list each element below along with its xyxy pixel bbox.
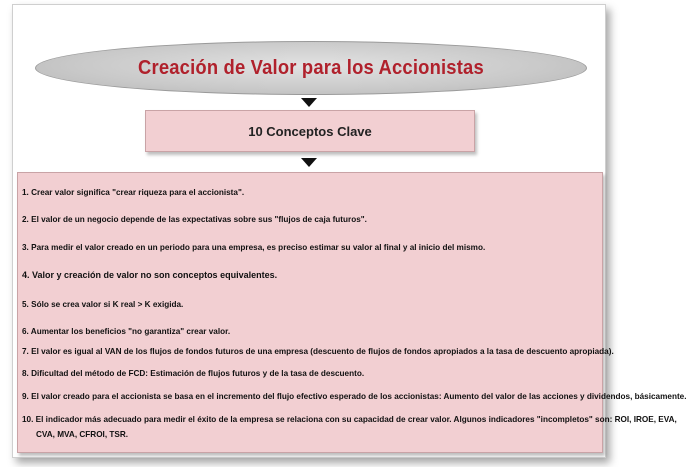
concept-item-7: 7. El valor es igual al VAN de los flujos de fondos futuros de una empresa (descuento de flujos de fondos apropiados a la tasa de descuento apropiada).	[22, 347, 614, 356]
concept-item-2: 2. El valor de un negocio depende de las expectativas sobre sus "flujos de caja futuros".	[22, 215, 367, 224]
concept-item-10-line-1: 10. El indicador más adecuado para medir el éxito de la empresa se relaciona con su capacidad de crear valor. Algunos indicadores "incompletos" son: ROI, IROE, EVA,	[22, 415, 677, 424]
concept-item-5: 5. Sólo se crea valor si K real > K exigida.	[22, 300, 184, 309]
down-arrow-icon	[301, 98, 317, 107]
slide-subtitle: 10 Conceptos Clave	[248, 123, 372, 139]
slide-frame	[12, 4, 687, 458]
concept-item-8: 8. Dificultad del método de FCD: Estimación de flujos futuros y de la tasa de descuento.	[22, 369, 365, 378]
concept-item-1: 1. Crear valor significa "crear riqueza para el accionista".	[22, 188, 245, 197]
concept-item-4: 4. Valor y creación de valor no son conceptos equivalentes.	[22, 270, 278, 280]
slide-title: Creación de Valor para los Accionistas	[138, 56, 484, 79]
concept-item-10	[22, 412, 677, 442]
subtitle-box	[145, 110, 475, 152]
concept-item-10-line-2: CVA, MVA, CFROI, TSR.	[36, 430, 129, 439]
concept-item-6: 6. Aumentar los beneficios "no garantiza" crear valor.	[22, 327, 231, 336]
concepts-box	[17, 172, 687, 453]
concept-item-9: 9. El valor creado para el accionista se basa en el incremento del flujo efectivo esperado de los accionistas: Aumento del valor de las acciones y dividendos, básicamente.	[22, 392, 687, 401]
title-ellipse	[35, 41, 587, 95]
down-arrow-icon	[301, 158, 317, 167]
concept-item-3: 3. Para medir el valor creado en un periodo para una empresa, es preciso estimar su valor al final y al inicio del mismo.	[22, 243, 486, 252]
